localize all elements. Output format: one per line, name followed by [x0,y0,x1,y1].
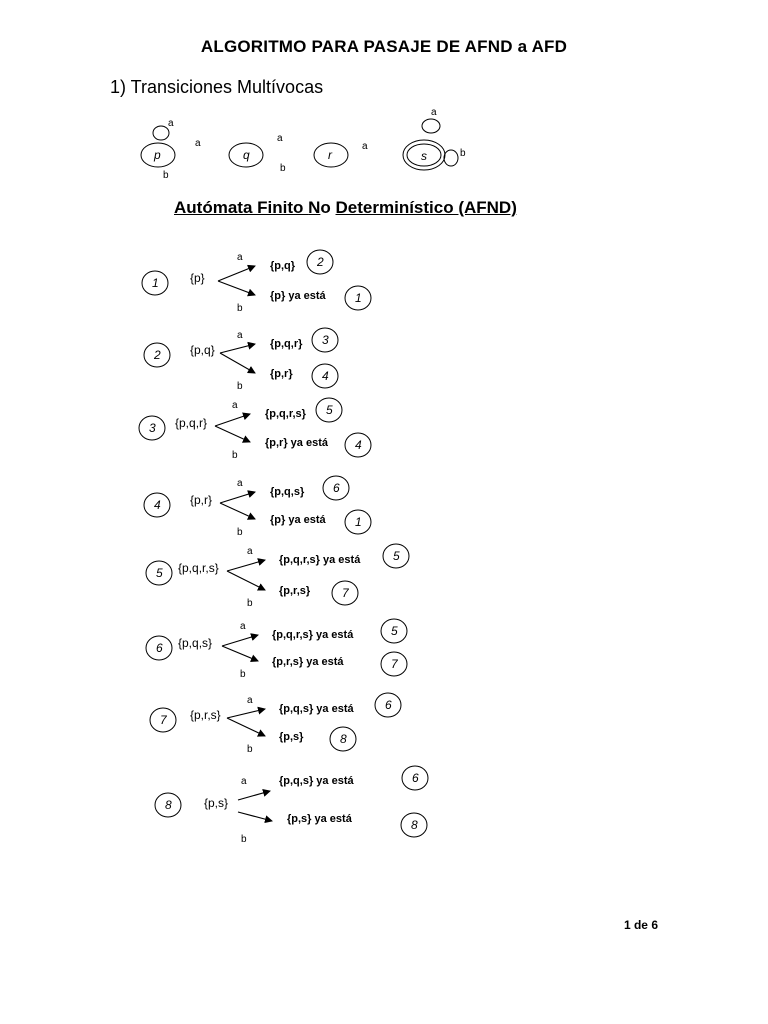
state-set: {p} [190,271,205,285]
state-number-number: 4 [154,498,161,512]
symbol-a-label: a [237,252,243,263]
result-state-b-number: 1 [355,515,362,529]
symbol-a-label: a [247,695,253,706]
transition-arrow-b [220,503,255,519]
transition-arrow-a [218,266,255,281]
symbol-b-label: b [247,744,253,755]
symbol-a-label: a [247,546,253,557]
symbol-a-label: a [237,330,243,341]
page-title: ALGORITMO PARA PASAJE DE AFND a AFD [200,37,568,56]
transition-arrow-b [227,571,265,590]
result-state-b-number: 7 [391,657,398,671]
state-number-number: 7 [160,713,167,727]
state-number-number: 2 [154,348,161,362]
symbol-b-label: b [237,527,243,538]
state-set: {p,r,s} [190,708,221,722]
transition-arrow-b [222,646,258,661]
result-set-b: {p} ya está [270,290,326,302]
result-set-b: {p,r,s} ya está [272,656,344,668]
result-set-a: {p,q,s} ya está [279,703,354,715]
state-s-label: s [421,149,427,163]
result-set-b: {p,r} [270,368,293,380]
page-number: 1 de 6 [623,918,658,932]
symbol-b-label: b [240,669,246,680]
result-state-a-number: 5 [393,549,400,563]
symbol-a-label: a [237,478,243,489]
transition-arrow-b [227,718,265,736]
symbol-b-label: b [232,450,238,461]
edge-label: a [277,133,283,144]
result-state-b-number: 7 [342,586,349,600]
state-number-number: 8 [165,798,172,812]
transition-arrow-b [238,812,272,821]
subtitle-part: Autómata Finito [174,198,309,217]
transition-arrow-a [238,791,270,800]
state-set: {p,s} [204,796,229,810]
symbol-b-label: b [247,598,253,609]
edge-label: a [168,118,174,129]
subtitle-part: N [308,198,321,217]
result-state-a-number: 6 [333,481,340,495]
transition-arrow-a [220,344,255,353]
transition-arrow-a [227,709,265,718]
result-state-a-number: 5 [326,403,333,417]
section-heading: 1) Transiciones Multívocas [110,77,324,97]
result-state-b-number: 1 [355,291,362,305]
transition-arrow-a [227,560,265,571]
result-state-a-number: 6 [412,771,419,785]
symbol-a-label: a [232,400,238,411]
result-set-a: {p,q,r} [270,338,303,350]
subtitle-part: o [320,198,331,217]
symbol-a-label: a [240,621,246,632]
state-set: {p,q} [190,343,215,357]
state-number-number: 3 [149,421,156,435]
transition-arrow-a [220,492,255,503]
symbol-b-label: b [241,834,247,845]
state-q-label: q [243,148,250,162]
state-r-label: r [328,148,332,162]
state-number-number: 5 [156,566,163,580]
transition-arrow-a [222,635,258,646]
result-set-a: {p,q,r,s} ya está [272,629,354,641]
edge-label: b [280,163,286,174]
result-set-a: {p,q,r,s} ya está [279,554,361,566]
state-set: {p,q,s} [178,636,213,650]
result-set-b: {p} ya está [270,514,326,526]
edge-label: a [431,107,437,118]
symbol-b-label: b [237,381,243,392]
result-set-b: {p,r} ya está [265,437,328,449]
edge-label: a [195,138,201,149]
result-state-a-number: 6 [385,698,392,712]
result-set-a: {p,q,s} ya está [279,775,354,787]
subtitle-part: Determinístico (AFND) [335,198,517,217]
result-state-b-number: 8 [340,732,347,746]
transition-arrow-b [215,426,250,442]
edge-label: b [460,148,466,159]
symbol-a-label: a [241,776,247,787]
result-state-a-number: 3 [322,333,329,347]
result-set-b: {p,s} ya está [287,813,352,825]
transition-arrow-a [215,414,250,426]
state-number-number: 6 [156,641,163,655]
result-state-b-number: 8 [411,818,418,832]
edge-label: a [362,141,368,152]
result-set-a: {p,q} [270,260,296,272]
state-number-number: 1 [152,276,159,290]
result-set-b: {p,s} [279,731,304,743]
result-state-b-number: 4 [355,438,362,452]
result-set-a: {p,q,r,s} [265,408,306,420]
transition-arrow-b [218,281,255,295]
state-set: {p,q,r,s} [178,561,219,575]
result-state-a-number: 5 [391,624,398,638]
symbol-b-label: b [237,303,243,314]
result-set-a: {p,q,s} [270,486,305,498]
state-set: {p,q,r} [175,416,208,430]
edge-label: b [163,170,169,181]
state-set: {p,r} [190,493,213,507]
state-p-label: p [154,148,161,162]
transition-arrow-b [220,353,255,373]
result-state-b-number: 4 [322,369,329,383]
result-set-b: {p,r,s} [279,585,311,597]
result-state-a-number: 2 [317,255,324,269]
